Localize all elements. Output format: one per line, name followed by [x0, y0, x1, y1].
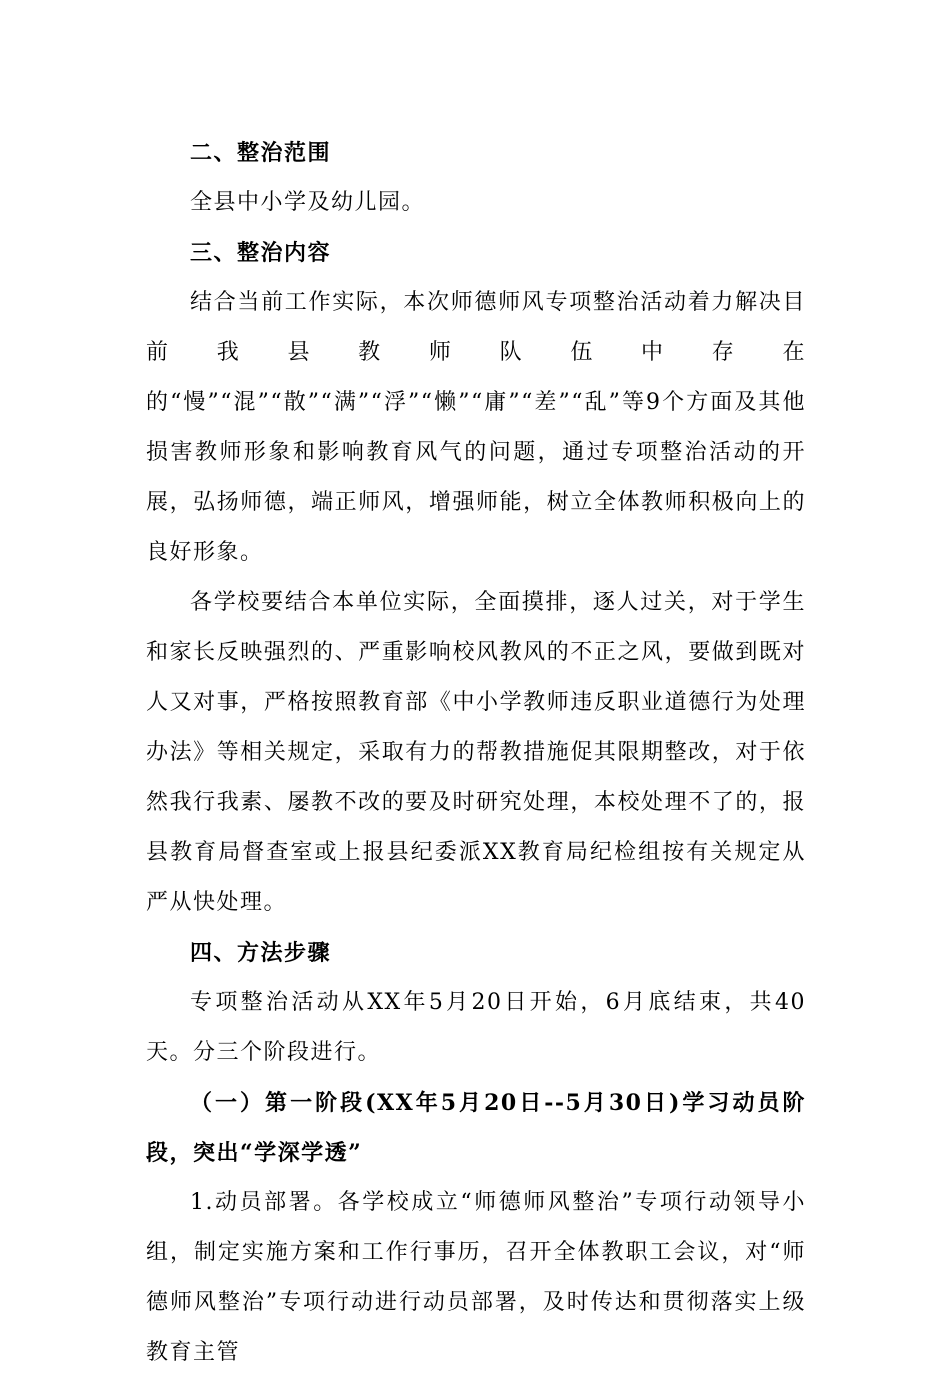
paragraph-methods: 专项整治活动从XX年5月20日开始，6月底结束，共40天。分三个阶段进行。	[146, 990, 806, 1065]
paragraph-scope: 全县中小学及幼儿园。	[190, 190, 426, 215]
subsection-heading-stage-1: （一）第一阶段(XX年5月20日--5月30日)学习动员阶段，突出“学深学透”	[146, 1090, 806, 1166]
paragraph-stage-1-item-1: 1.动员部署。各学校成立“师德师风整治”专项行动领导小组，制定实施方案和工作行事历，召开全体教职工会议，对“师德师风整治”专项行动进行动员部署，及时传达和贯彻落实上级教育主管	[146, 1190, 806, 1365]
section-heading-content: 三、整治内容	[190, 240, 332, 266]
paragraph-content-1: 结合当前工作实际，本次师德师风专项整治活动着力解决目前我县教师队伍中存在的“慢”“混”“散”“满”“浮”“懒”“庸”“差”“乱”等9个方面及其他损害教师形象和影响教育风气的问题，通过专项整治活动的开展，弘扬师德，端正师风，增强师能，树立全体教师积极向上的良好形象。	[146, 290, 806, 565]
section-heading-scope: 二、整治范围	[190, 140, 332, 166]
document-body	[146, 128, 806, 1378]
section-heading-methods: 四、方法步骤	[190, 940, 332, 966]
paragraph-content-2: 各学校要结合本单位实际，全面摸排，逐人过关，对于学生和家长反映强烈的、严重影响校风教风的不正之风，要做到既对人又对事，严格按照教育部《中小学教师违反职业道德行为处理办法》等相关规定，采取有力的帮教措施促其限期整改，对于依然我行我素、屡教不改的要及时研究处理，本校处理不了的，报县教育局督查室或上报县纪委派XX教育局纪检组按有关规定从严从快处理。	[146, 590, 806, 915]
